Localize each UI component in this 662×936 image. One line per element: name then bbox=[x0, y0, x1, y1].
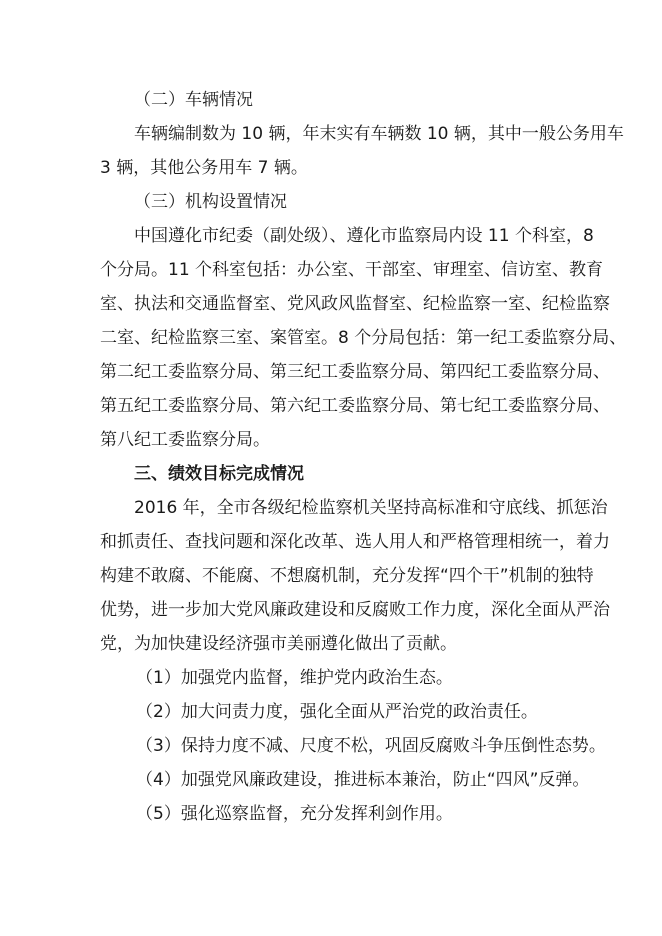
list-item: （1）加强党内监督，维护党内政治生态。 bbox=[136, 668, 453, 688]
paragraph-line: 第二纪工委监察分局、第三纪工委监察分局、第四纪工委监察分局、 bbox=[100, 362, 610, 382]
section-subheading: （三）机构设置情况 bbox=[134, 192, 287, 212]
section-subheading: （二）车辆情况 bbox=[134, 90, 253, 110]
section-heading: 三、绩效目标完成情况 bbox=[134, 464, 304, 484]
paragraph-line: 2016 年，全市各级纪检监察机关坚持高标准和守底线、抓惩治 bbox=[134, 498, 608, 518]
paragraph-line: 个分局。11 个科室包括：办公室、干部室、审理室、信访室、教育 bbox=[100, 260, 604, 280]
list-item: （2）加大问责力度，强化全面从严治党的政治责任。 bbox=[136, 702, 538, 722]
paragraph-line: 第八纪工委监察分局。 bbox=[100, 430, 270, 450]
document-page bbox=[100, 83, 627, 831]
paragraph-line: 党，为加快建设经济强市美丽遵化做出了贡献。 bbox=[100, 634, 457, 654]
paragraph-line: 构建不敢腐、不能腐、不想腐机制，充分发挥“四个干”机制的独特 bbox=[100, 566, 594, 586]
list-item: （4）加强党风廉政建设，推进标本兼治，防止“四风”反弹。 bbox=[136, 770, 590, 790]
list-item: （3）保持力度不减、尺度不松，巩固反腐败斗争压倒性态势。 bbox=[136, 736, 606, 756]
paragraph-line: 室、执法和交通监督室、党风政风监督室、纪检监察一室、纪检监察 bbox=[100, 294, 610, 314]
paragraph-line: 和抓责任、查找问题和深化改革、选人用人和严格管理相统一，着力 bbox=[100, 532, 610, 552]
paragraph-line: 优势，进一步加大党风廉政建设和反腐败工作力度，深化全面从严治 bbox=[100, 600, 610, 620]
paragraph-line: 3 辆，其他公务用车 7 辆。 bbox=[100, 158, 308, 178]
list-item: （5）强化巡察监督，充分发挥利剑作用。 bbox=[136, 804, 453, 824]
paragraph-line: 车辆编制数为 10 辆，年末实有车辆数 10 辆，其中一般公务用车 bbox=[134, 124, 624, 144]
paragraph-line: 二室、纪检监察三室、案管室。8 个分局包括：第一纪工委监察分局、 bbox=[100, 328, 627, 348]
paragraph-line: 第五纪工委监察分局、第六纪工委监察分局、第七纪工委监察分局、 bbox=[100, 396, 610, 416]
paragraph-line: 中国遵化市纪委（副处级）、遵化市监察局内设 11 个科室，8 bbox=[134, 226, 594, 246]
